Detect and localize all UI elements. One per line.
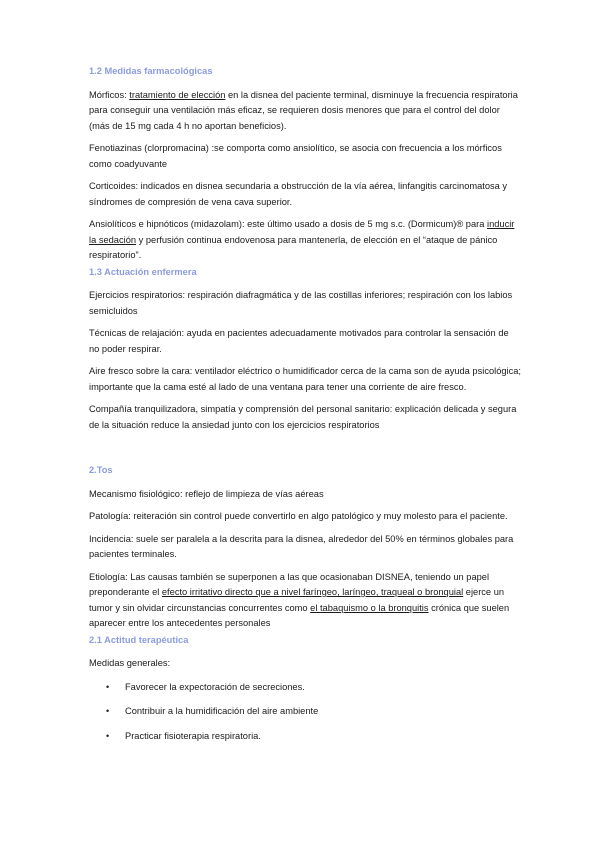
list-item [89, 680, 521, 696]
bullet-icon: • [106, 681, 110, 692]
text-span: crónica que suelen aparecer entre los antecedentes personales [89, 602, 510, 628]
paragraph-etiologia [89, 570, 521, 632]
paragraph-aire-fresco: Aire fresco sobre la cara: ventilador eléctrico o humidificador cerca de la cama son de ayuda psicológica; importante que la cama esté al lado de una ventana para tener una corriente de aire fresco. [89, 366, 522, 392]
document-body [89, 64, 521, 744]
text-span: Ansiolíticos e hipnóticos (midazolam): este último usado a dosis de 5 mg s.c. (Dormicum)® para [89, 219, 487, 229]
list-item-text: Contribuir a la humidificación del aire ambiente [125, 706, 319, 716]
text-span: y perfusión continua endovenosa para mantenerla, de elección en el “ataque de pánico respiratorio”. [89, 234, 498, 260]
text-span: ejerce un tumor y sin olvidar circunstancias concurrentes como [89, 587, 505, 613]
paragraph-fenotiazinas: Fenotiazinas (clorpromacina) :se comporta como ansiolítico, se asocia con frecuencia a los mórficos como coadyuvante [89, 143, 502, 169]
heading-actitud-terapeutica: 2.1 Actitud terapéutica [89, 634, 189, 645]
heading-actuacion-enfermera: 1.3 Actuación enfermera [89, 266, 197, 277]
paragraph-tecnicas: Técnicas de relajación: ayuda en pacientes adecuadamente motivados para controlar la sensación de no poder respirar. [89, 328, 509, 354]
heading-tos: 2.Tos [89, 465, 113, 475]
text-span: Etiología: Las causas también se superponen a las que ocasionaban DISNEA, teniendo un papel preponderante el [89, 571, 490, 597]
paragraph-patologia: Patología: reiteración sin control puede convertirlo en algo patológico y muy molesto para el paciente. [89, 511, 508, 521]
underlined-text: inducir la sedación [89, 219, 515, 245]
bullet-icon: • [106, 706, 110, 716]
list-item [89, 704, 521, 720]
text-span: Mórficos: [89, 89, 130, 100]
paragraph-mecanismo: Mecanismo fisiológico: reflejo de limpieza de vías aéreas [89, 488, 324, 499]
paragraph-corticoides: Corticoides: indicados en disnea secundaria a obstrucción de la vía aérea, linfangitis carcinomatosa y síndromes de compresión de vena cava superior. [89, 181, 508, 207]
list-item [89, 729, 521, 745]
list-item-text: Practicar fisioterapia respiratoria. [125, 730, 261, 741]
list-item-text: Favorecer la expectoración de secreciones. [125, 681, 305, 692]
heading-medidas-farmacologicas: 1.2 Medidas farmacológicas [89, 66, 213, 76]
underlined-text: efecto irritativo directo que a nivel faríngeo, laríngeo, traqueal o bronquial [161, 587, 464, 597]
text-span: en la disnea del paciente terminal, disminuye la frecuencia respiratoria para conseguir una ventilación más eficaz, se requieren dosis menores que para el control del dolor (más de 15 mg cada 4 h no aportan beneficios). [89, 89, 518, 131]
paragraph-morficos [89, 88, 521, 135]
paragraph-ejercicios: Ejercicios respiratorios: respiración diafragmática y de las costillas inferiores; respiración con los labios semicluidos [89, 290, 513, 316]
paragraph-medidas-generales: Medidas generales: [89, 658, 171, 668]
paragraph-compania: Compañía tranquilizadora, simpatía y comprensión del personal sanitario: explicación delicada y segura de la situación reduce la ansiedad junto con los ejercicios respiratorios [89, 404, 517, 430]
underlined-text: el tabaquismo o la bronquitis [310, 602, 429, 613]
underlined-text: tratamiento de elección [129, 89, 226, 100]
paragraph-ansioliticos [89, 217, 521, 264]
paragraph-incidencia: Incidencia: suele ser paralela a la descrita para la disnea, alrededor del 50% en términos globales para pacientes terminales. [89, 533, 514, 559]
bullet-icon: • [106, 730, 110, 741]
